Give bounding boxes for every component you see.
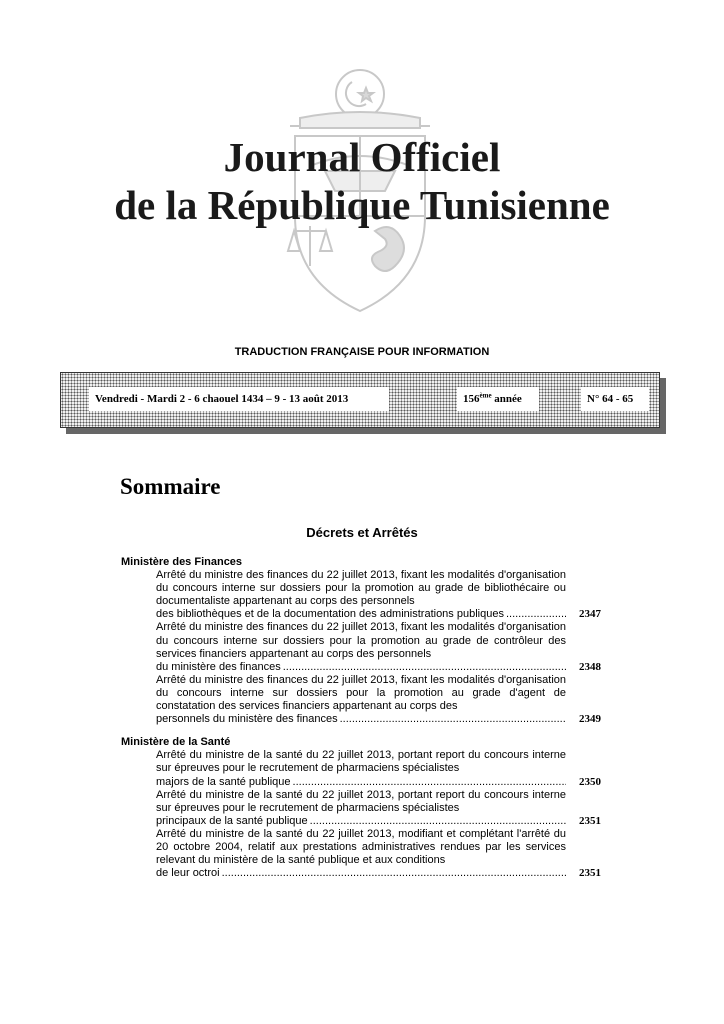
year-number: 156: [463, 393, 480, 405]
table-of-contents: [121, 556, 601, 880]
sommaire-heading: Sommaire: [120, 474, 221, 499]
entry-text: Arrêté du ministre des finances du 22 juillet 2013, fixant les modalités d'organisation du concours interne sur dossiers pour la promotion au grade de bibliothécaire ou documentaliste appartenant au corps des personnels: [156, 569, 566, 608]
toc-entry[interactable]: [121, 569, 601, 621]
section-title: Décrets et Arrêtés: [306, 525, 418, 540]
ministry-heading: Ministère des Finances: [121, 556, 243, 568]
dot-leader: [310, 815, 566, 828]
entry-text-end: du ministère des finances: [156, 660, 281, 673]
issue-year: [457, 387, 539, 411]
entry-text-end: de leur octroi: [156, 867, 220, 880]
dot-leader: [293, 776, 566, 789]
issue-date: Vendredi - Mardi 2 - 6 chaouel 1434 – 9 - 13 août 2013: [89, 387, 389, 411]
entry-text: Arrêté du ministre de la santé du 22 juillet 2013, portant report du concours interne sur épreuves pour le recrutement de pharmaciens spécialistes: [156, 788, 566, 814]
entry-text: Arrêté du ministre des finances du 22 juillet 2013, fixant les modalités d'organisation du concours interne sur dossiers pour la promotion au grade d'agent de constatation des services financiers appartenant au corps des: [156, 673, 566, 713]
entry-text-end: des bibliothèques et de la documentation des administrations publiques: [156, 608, 504, 621]
entry-text: Arrêté du ministre des finances du 22 juillet 2013, fixant les modalités d'organisation du concours interne sur dossiers pour la promotion au grade de contrôleur des services financiers appartenant au corps des personnels: [156, 621, 566, 660]
journal-title-line1: Journal Officiel: [223, 134, 501, 180]
page-number: 2350: [579, 775, 601, 788]
entry-text-end: personnels du ministère des finances: [156, 713, 338, 726]
dot-leader: [506, 608, 566, 621]
page-number: 2351: [579, 867, 601, 880]
issue-banner: [60, 372, 660, 428]
toc-entry[interactable]: [121, 674, 601, 726]
translation-notice: TRADUCTION FRANÇAISE POUR INFORMATION: [234, 346, 490, 358]
year-suffix: ème: [479, 391, 492, 400]
entry-text-end: principaux de la santé publique: [156, 814, 308, 827]
page-number: 2348: [579, 660, 601, 673]
dot-leader: [283, 661, 566, 674]
issue-number: N° 64 - 65: [581, 387, 649, 411]
entry-text: Arrêté du ministre de la santé du 22 juillet 2013, modifiant et complétant l'arrêté du 20 octobre 2004, relatif aux prestations administratives rendues par les services relevant du ministère de la santé publique et aux conditions: [156, 827, 566, 867]
toc-entry[interactable]: [121, 828, 601, 880]
ministry-heading: Ministère de la Santé: [121, 736, 231, 749]
toc-entry[interactable]: [121, 789, 601, 828]
toc-entry[interactable]: [121, 621, 601, 673]
dot-leader: [222, 867, 566, 880]
page-number: 2351: [579, 814, 601, 827]
page-number: 2347: [579, 608, 601, 621]
year-label: année: [494, 393, 522, 405]
journal-title-line2: de la République Tunisienne: [114, 182, 610, 228]
entry-text-end: majors de la santé publique: [156, 775, 291, 788]
entry-text: Arrêté du ministre de la santé du 22 juillet 2013, portant report du concours interne sur épreuves pour le recrutement de pharmaciens spécialistes: [156, 749, 566, 775]
toc-entry[interactable]: [121, 749, 601, 788]
dot-leader: [340, 713, 566, 726]
page-number: 2349: [579, 713, 601, 726]
